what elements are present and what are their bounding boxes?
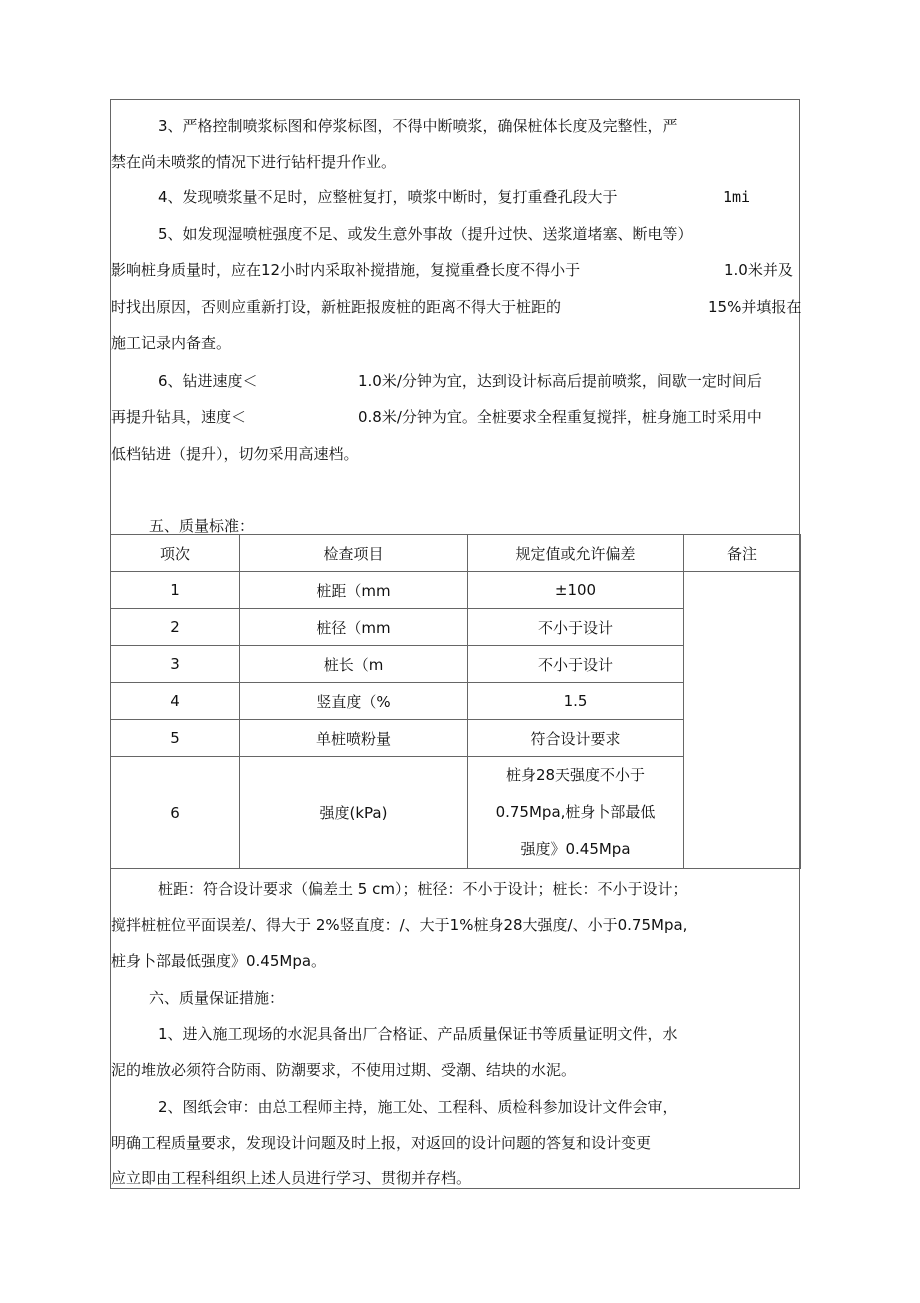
clause-5-line-2-text: 影响桩身质量时，应在12小时内采取补搅措施，复搅重叠长度不得小于 (111, 261, 581, 279)
section-5-title: 五、质量标准： (149, 517, 255, 535)
clause-4-value: 1mi (723, 188, 751, 206)
clause-6-line-1-value: 1.0米/分钟为宜，达到设计标高后提前喷浆，间歇一定时间后 (358, 372, 762, 390)
row-item: 桩长（m (240, 646, 468, 683)
row-item: 强度(kPa) (240, 757, 468, 869)
row-no: 1 (111, 572, 240, 609)
table-header-row (111, 535, 801, 572)
clause-3-line-1: 3、严格控制喷浆标图和停浆标图，不得中断喷浆，确保桩体长度及完整性，严 (158, 117, 678, 135)
row-no: 2 (111, 609, 240, 646)
note-line-3: 桩身卜部最低强度》0.45Mpa。 (111, 952, 327, 970)
section-6-title: 六、质量保证措施： (149, 989, 285, 1007)
row-item: 桩径（mm (240, 609, 468, 646)
row-item: 桩距（mm (240, 572, 468, 609)
strength-line-2: 0.75Mpa,桩身卜部最低 (495, 803, 656, 821)
row-no: 6 (111, 757, 240, 869)
row-value: ±100 (468, 572, 684, 609)
measure-2-line-2: 明确工程质量要求，发现设计问题及时上报，对返回的设计问题的答复和设计变更 (111, 1134, 652, 1152)
row-no: 3 (111, 646, 240, 683)
header-no: 项次 (111, 535, 240, 572)
clause-3-line-2: 禁在尚未喷浆的情况下进行钻杆提升作业。 (111, 153, 397, 171)
measure-2-line-3: 应立即由工程科组织上述人员进行学习、贯彻并存档。 (111, 1169, 472, 1187)
header-item: 检查项目 (240, 535, 468, 572)
clause-6-line-2-value: 0.8米/分钟为宜。全桩要求全程重复搅拌，桩身施工时采用中 (358, 408, 762, 426)
clause-5-line-1: 5、如发现湿喷桩强度不足、或发生意外事故（提升过快、送浆道堵塞、断电等） (158, 225, 693, 243)
row-no: 4 (111, 683, 240, 720)
clause-5-line-3-value: 15%并填报在 (708, 298, 802, 316)
clause-5-line-2-value: 1.0米并及 (724, 261, 793, 279)
note-line-2: 搅拌桩桩位平面误差/、得大于 2%竖直度：/、大于1%桩身28大强度/、小于0.75Mpa, (111, 916, 688, 934)
row-value: 1.5 (468, 683, 684, 720)
clause-6-line-3: 低档钻进（提升），切勿采用高速档。 (111, 445, 359, 463)
clause-5-line-3-text: 时找出原因，否则应重新打设，新桩距报废桩的距离不得大于桩距的 (111, 298, 562, 316)
row-value-multiline (468, 757, 684, 869)
clause-4-text: 4、发现喷浆量不足时，应整桩复打，喷浆中断时，复打重叠孔段大于 (158, 188, 618, 206)
clause-6-line-1-text: 6、钻进速度＜ (158, 372, 258, 390)
clause-6-line-2-text: 再提升钻具，速度＜ (111, 408, 247, 426)
row-value: 不小于设计 (468, 646, 684, 683)
header-value: 规定值或允许偏差 (468, 535, 684, 572)
row-item: 竖直度（% (240, 683, 468, 720)
measure-1-line-1: 1、进入施工现场的水泥具备出厂合格证、产品质量保证书等质量证明文件，水 (158, 1025, 678, 1043)
quality-standard-table (110, 534, 801, 869)
note-line-1: 桩距：符合设计要求（偏差土 5 cm）；桩径：不小于设计；桩长：不小于设计； (158, 880, 688, 898)
clause-5-line-4: 施工记录内备查。 (111, 334, 232, 352)
measure-1-line-2: 泥的堆放必须符合防雨、防潮要求，不使用过期、受潮、结块的水泥。 (111, 1061, 577, 1079)
remark-cell (684, 572, 801, 869)
row-value: 符合设计要求 (468, 720, 684, 757)
table-row (111, 572, 801, 609)
header-remark: 备注 (684, 535, 801, 572)
row-no: 5 (111, 720, 240, 757)
strength-line-1: 桩身28天强度不小于 (505, 766, 646, 784)
row-value: 不小于设计 (468, 609, 684, 646)
strength-line-3: 强度》0.45Mpa (520, 840, 631, 858)
row-item: 单桩喷粉量 (240, 720, 468, 757)
measure-2-line-1: 2、图纸会审：由总工程师主持，施工处、工程科、质检科参加设计文件会审， (158, 1098, 678, 1116)
